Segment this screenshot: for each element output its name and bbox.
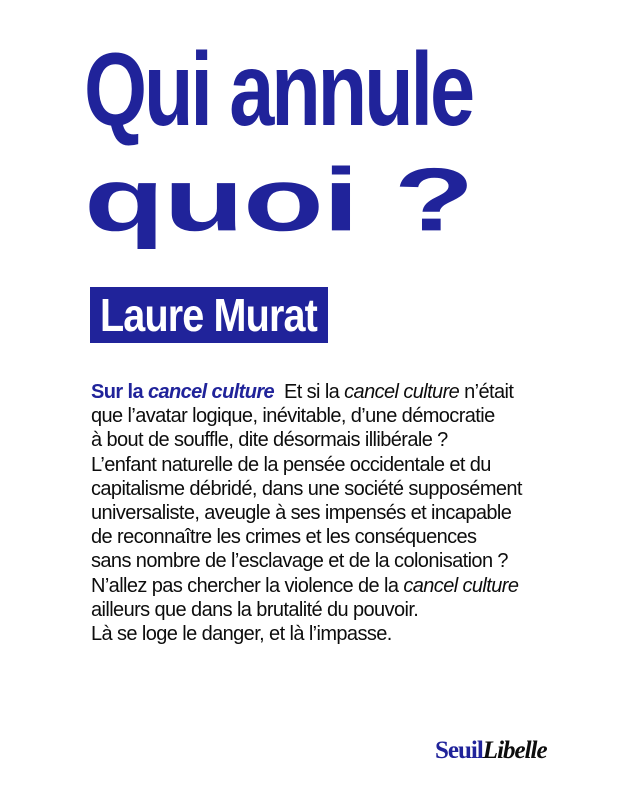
- publisher-logo: [435, 736, 547, 766]
- blurb-line-5: capitalisme débridé, dans une société supposément: [91, 477, 522, 500]
- blurb-line-7: de reconnaître les crimes et les conséquences: [91, 526, 477, 549]
- blurb-line-9-italic: cancel culture: [403, 574, 519, 597]
- book-title-line-2: quoi ?: [84, 149, 474, 250]
- blurb-line-1-italic: cancel culture: [344, 381, 460, 403]
- author-name: Laure Murat: [100, 289, 317, 341]
- blurb-line-10: ailleurs que dans la brutalité du pouvoir.: [91, 598, 419, 621]
- blurb-line-9-a: N’allez pas chercher la violence de la: [91, 574, 404, 597]
- blurb-lead: [91, 381, 274, 403]
- author-banner: [90, 287, 328, 343]
- blurb-line-2: que l’avatar logique, inévitable, d’une démocratie: [91, 405, 495, 428]
- blurb-lead-italic: cancel culture: [147, 381, 275, 403]
- blurb-line-1: [91, 380, 611, 404]
- blurb-line-1-b: n’était: [459, 381, 514, 403]
- blurb-line-8: sans nombre de l’esclavage et de la colonisation ?: [91, 550, 508, 573]
- publisher-logo-seuil: Seuil: [435, 737, 483, 764]
- blurb-line-4: L’enfant naturelle de la pensée occidentale et du: [91, 453, 491, 476]
- blurb-line-3: à bout de souffle, dite désormais illibérale ?: [91, 429, 448, 452]
- blurb-line-6: universaliste, aveugle à ses impensés et incapable: [91, 502, 512, 525]
- blurb-lead-prefix: Sur la: [91, 381, 148, 403]
- publisher-logo-libelle: Libelle: [482, 737, 547, 764]
- blurb-line-11: Là se loge le danger, et là l’impasse.: [91, 623, 392, 646]
- blurb-line-9: [91, 574, 611, 598]
- book-title-line-1: Qui annule: [84, 32, 472, 148]
- blurb-line-1-a: Et si la: [283, 381, 345, 403]
- cover-blurb: [91, 380, 611, 646]
